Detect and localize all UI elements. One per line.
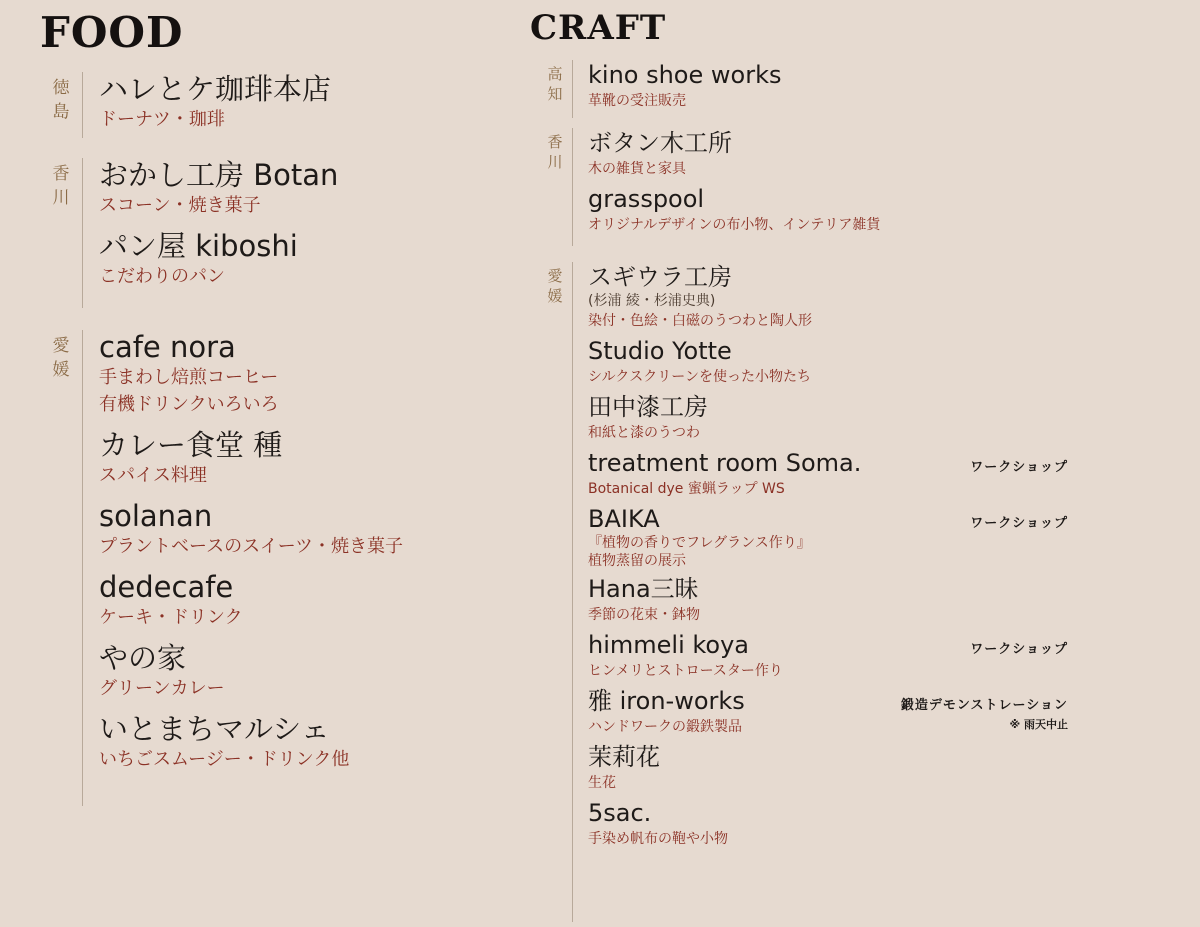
shop-description: グリーンカレー (99, 678, 225, 699)
list-item (99, 229, 338, 290)
list-item (99, 72, 331, 133)
maker-name: 5sac. (588, 799, 652, 827)
prefecture-label: 愛 媛 (547, 267, 563, 305)
maker-note: (杉浦 綾・杉浦史典) (588, 293, 716, 309)
maker-name: 雅 iron-works (588, 687, 745, 715)
list-item (588, 686, 1068, 738)
prefecture-label: 徳 島 (52, 78, 70, 122)
list-item (588, 742, 1068, 794)
list-item (99, 330, 403, 418)
shop-name: ハレとケ珈琲本店 (99, 72, 332, 106)
shop-name: dedecafe (99, 570, 234, 604)
list-item (588, 574, 1068, 626)
workshop-badge: ワークショップ (970, 516, 1068, 531)
maker-description: 木の雑貨と家具 (588, 161, 686, 177)
rain-cancel-note: ※ 雨天中止 (1009, 718, 1068, 731)
workshop-badge: ワークショップ (970, 642, 1068, 657)
maker-description: Botanical dye 蜜蝋ラップ WS (588, 481, 785, 497)
list-item (99, 712, 403, 773)
workshop-badge: ワークショップ (970, 460, 1068, 475)
shop-name: cafe nora (99, 330, 236, 364)
prefecture-label: 高 知 (547, 65, 563, 103)
maker-name: Studio Yotte (588, 337, 732, 365)
list-item (588, 448, 1068, 500)
maker-description: 『植物の香りでフレグランス作り』 (588, 535, 811, 551)
prefecture-label: 香 川 (52, 164, 70, 208)
list-item (588, 262, 1068, 332)
craft-heading: CRAFT (530, 8, 667, 48)
shop-name: パン屋 kiboshi (99, 229, 298, 263)
maker-description: ヒンメリとストロースター作り (588, 663, 783, 679)
shop-description: プラントベースのスイーツ・焼き菓子 (99, 536, 404, 557)
maker-description: 手染め帆布の鞄や小物 (588, 831, 728, 847)
maker-description: シルクスクリーンを使った小物たち (588, 369, 811, 385)
maker-description: 生花 (588, 775, 616, 791)
food-region-tokushima (40, 72, 331, 138)
shop-name: いとまちマルシェ (99, 712, 330, 746)
maker-name: kino shoe works (588, 61, 782, 89)
list-item (588, 630, 1068, 682)
list-item (588, 184, 1068, 236)
maker-description: ハンドワークの鍛鉄製品 (588, 719, 742, 735)
maker-name: himmeli koya (588, 631, 750, 659)
maker-name: ボタン木工所 (588, 129, 732, 157)
list-item (99, 428, 403, 489)
maker-name: スギウラ工房 (588, 263, 732, 291)
shop-description: いちごスムージー・ドリンク他 (99, 749, 350, 770)
craft-region-ehime (538, 262, 1068, 922)
list-item (588, 336, 1068, 388)
shop-name: カレー食堂 種 (99, 428, 283, 462)
maker-description: 革靴の受注販売 (588, 93, 686, 109)
craft-region-kochi (538, 60, 1068, 118)
shop-name: solanan (99, 499, 213, 533)
list-item (588, 392, 1068, 444)
maker-name: BAIKA (588, 505, 660, 533)
maker-name: 田中漆工房 (588, 393, 708, 421)
craft-region-kagawa (538, 128, 1068, 246)
food-heading: FOOD (40, 8, 184, 57)
list-item (588, 798, 1068, 850)
list-item (99, 641, 403, 702)
list-item (99, 158, 338, 219)
maker-name: 茉莉花 (588, 743, 660, 771)
maker-description: 季節の花束・鉢物 (588, 607, 700, 623)
food-region-ehime (40, 330, 403, 806)
shop-description: 有機ドリンクいろいろ (99, 394, 279, 415)
list-item (99, 499, 403, 560)
list-item (588, 60, 1068, 112)
demonstration-badge: 鍛造デモンストレーション (900, 698, 1068, 713)
shop-description: ドーナツ・珈琲 (99, 109, 225, 130)
shop-description: スパイス料理 (99, 465, 207, 486)
shop-description: こだわりのパン (99, 266, 225, 287)
list-item (588, 504, 1068, 570)
list-item (588, 128, 1068, 180)
maker-description: オリジナルデザインの布小物、インテリア雑貨 (588, 217, 881, 233)
list-item (99, 570, 403, 631)
shop-name: おかし工房 Botan (99, 158, 339, 192)
maker-name: grasspool (588, 185, 705, 213)
shop-description: スコーン・焼き菓子 (99, 195, 261, 216)
shop-description: 手まわし焙煎コーヒー (99, 367, 279, 388)
prefecture-label: 愛 媛 (52, 336, 70, 380)
prefecture-label: 香 川 (547, 133, 563, 171)
maker-description: 染付・色絵・白磁のうつわと陶人形 (588, 313, 812, 329)
maker-name: Hana三昧 (588, 575, 699, 603)
maker-description: 植物蒸留の展示 (588, 553, 686, 569)
food-region-kagawa (40, 158, 338, 308)
shop-description: ケーキ・ドリンク (99, 607, 243, 628)
maker-description: 和紙と漆のうつわ (588, 425, 700, 441)
shop-name: やの家 (99, 641, 187, 675)
maker-name: treatment room Soma. (588, 449, 862, 477)
